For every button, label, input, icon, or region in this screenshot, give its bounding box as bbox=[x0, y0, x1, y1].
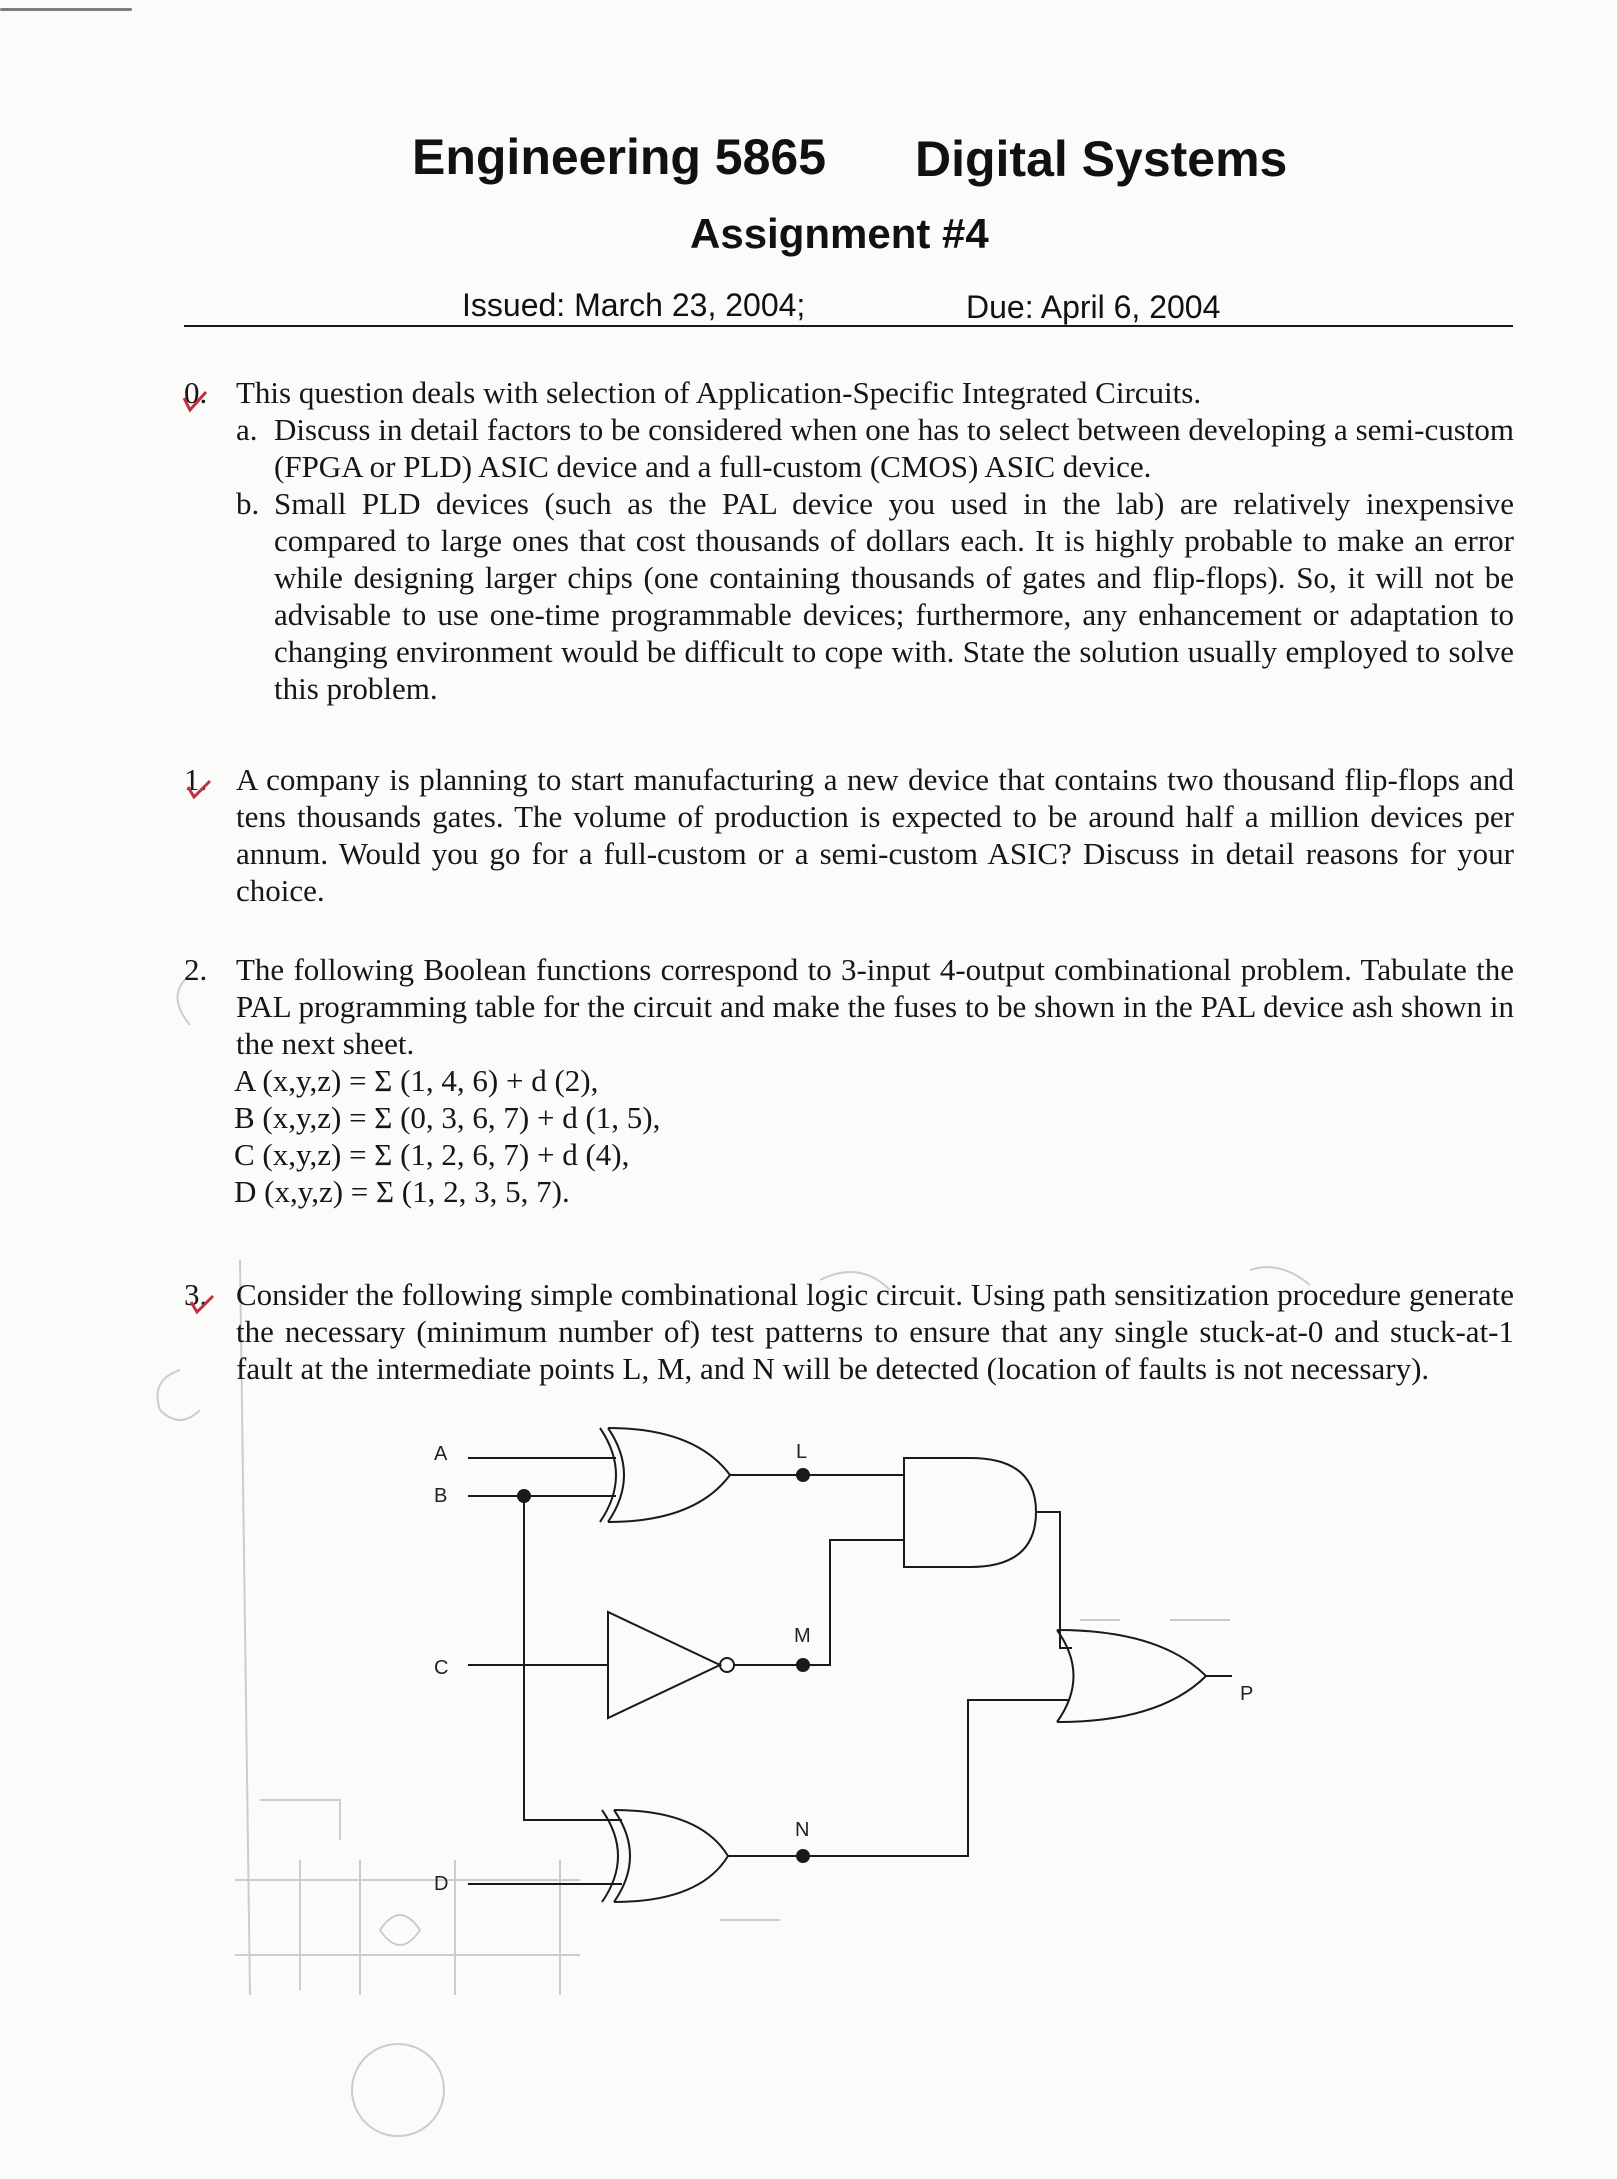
inverter-gate bbox=[608, 1612, 720, 1718]
question-text: Consider the following simple combinational logic circuit. Using path sensitization procedure generate the necessary (minimum number of) test patterns to ensure that any single stuck-at-0 and stuck-at-1 fault at the intermediate points L, M, and N will be detected (location of faults is not necessary). bbox=[236, 1277, 1514, 1386]
input-label-d: D bbox=[434, 1873, 449, 1895]
and-gate bbox=[904, 1458, 1036, 1567]
boolean-function-c: C (x,y,z) = Σ (1, 2, 6, 7) + d (4), bbox=[234, 1137, 630, 1172]
part-text: Small PLD devices (such as the PAL device you used in the lab) are relatively inexpensive compared to large ones that cost thousands of dollars each. It is highly probable to make an error while designing larger chips (one containing thousands of gates and flip-flops). So, it will not be advisable to use one-time programmable devices; furthermore, any enhancement or adaptation to changing environment would be difficult to cope with. State the solution usually employed to solve this problem. bbox=[274, 486, 1514, 706]
boolean-function-b: B (x,y,z) = Σ (0, 3, 6, 7) + d (1, 5), bbox=[234, 1100, 661, 1135]
input-label-a: A bbox=[434, 1443, 448, 1465]
question-text: A company is planning to start manufacturing a new device that contains two thousand flip-flops and tens thousands gates. The volume of production is expected to be around half a million devices per annum. Would you go for a full-custom or a semi-custom ASIC? Discuss in detail reasons for your choice. bbox=[236, 762, 1514, 908]
due-date: Due: April 6, 2004 bbox=[966, 289, 1221, 325]
boolean-function-d: D (x,y,z) = Σ (1, 2, 3, 5, 7). bbox=[234, 1174, 570, 1209]
question-text: This question deals with selection of Application-Specific Integrated Circuits. bbox=[236, 375, 1202, 410]
part-label: b. bbox=[236, 486, 260, 521]
output-label-p: P bbox=[1240, 1683, 1254, 1705]
question-number: 1. bbox=[184, 762, 208, 797]
question-number: 0. bbox=[184, 375, 208, 410]
node-label-m: M bbox=[794, 1625, 811, 1647]
subject-title: Digital Systems bbox=[915, 131, 1288, 187]
input-label-b: B bbox=[434, 1485, 448, 1507]
assignment-title: Assignment #4 bbox=[690, 210, 989, 257]
node-label-n: N bbox=[795, 1819, 810, 1841]
question-number: 3. bbox=[184, 1277, 208, 1312]
part-label: a. bbox=[236, 412, 258, 447]
question-text: The following Boolean functions correspond to 3-input 4-output combinational problem. Tabulate the PAL programming table for the circuit and make the fuses to be shown in the PAL device ash shown in the next sheet. bbox=[236, 952, 1514, 1061]
boolean-function-a: A (x,y,z) = Σ (1, 4, 6) + d (2), bbox=[234, 1063, 599, 1098]
input-label-c: C bbox=[434, 1657, 449, 1679]
xor-gate bbox=[614, 1810, 630, 1902]
node-label-l: L bbox=[796, 1441, 808, 1463]
part-text: Discuss in detail factors to be considered when one has to select between developing a semi-custom (FPGA or PLD) ASIC device and a full-custom (CMOS) ASIC device. bbox=[274, 412, 1514, 484]
issued-date: Issued: March 23, 2004; bbox=[462, 287, 806, 323]
course-title: Engineering 5865 bbox=[412, 129, 827, 185]
question-number: 2. bbox=[184, 952, 208, 987]
